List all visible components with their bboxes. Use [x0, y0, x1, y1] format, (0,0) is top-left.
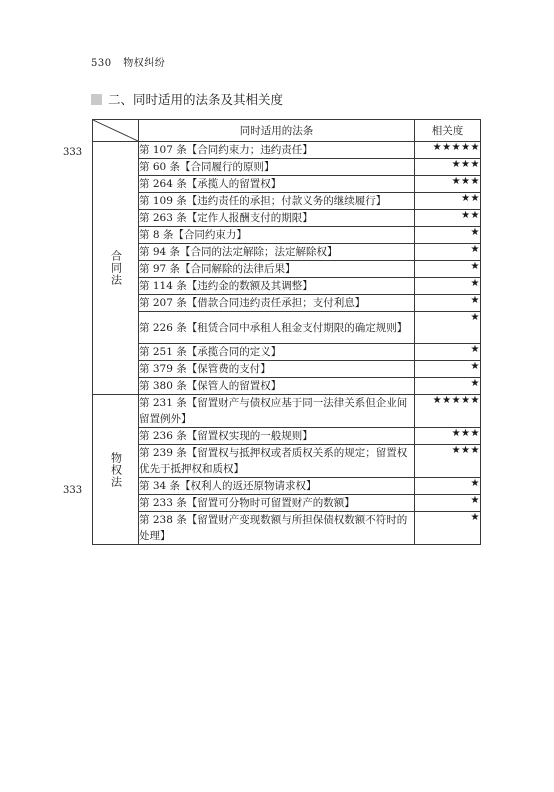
article-cell: 第 97 条【合同解除的法律后果】	[139, 261, 415, 278]
relevance-stars: ★	[415, 261, 481, 278]
section-title-text: 二、同时适用的法条及其相关度	[108, 92, 284, 107]
article-cell: 第 264 条【承揽人的留置权】	[139, 176, 415, 193]
relevance-stars: ★★	[415, 210, 481, 227]
articles-table	[92, 119, 481, 545]
relevance-stars: ★★★	[415, 445, 481, 478]
article-cell: 第 380 条【保管人的留置权】	[139, 378, 415, 395]
relevance-stars: ★	[415, 361, 481, 378]
relevance-stars: ★	[415, 312, 481, 344]
relevance-stars: ★★	[415, 193, 481, 210]
header-relevance: 相关度	[415, 120, 481, 142]
table-row	[93, 361, 481, 378]
table-row	[93, 159, 481, 176]
margin-marker: 333	[63, 485, 83, 496]
relevance-stars: ★★★★★	[415, 395, 481, 428]
article-cell: 第 94 条【合同的法定解除；法定解除权】	[139, 244, 415, 261]
table-row	[93, 176, 481, 193]
relevance-stars: ★	[415, 344, 481, 361]
law-name: 物权法	[109, 451, 123, 488]
article-cell: 第 236 条【留置权实现的一般规则】	[139, 428, 415, 445]
relevance-stars: ★	[415, 278, 481, 295]
relevance-stars: ★★★★★	[415, 142, 481, 159]
article-cell: 第 207 条【借款合同违约责任承担；支付利息】	[139, 295, 415, 312]
relevance-stars: ★	[415, 244, 481, 261]
article-cell: 第 114 条【违约金的数额及其调整】	[139, 278, 415, 295]
table-row	[93, 478, 481, 495]
table-row	[93, 227, 481, 244]
book-title: 物权纠纷	[123, 58, 166, 69]
page-number: 530	[91, 58, 112, 69]
relevance-stars: ★	[415, 495, 481, 512]
table-row	[93, 244, 481, 261]
relevance-stars: ★	[415, 295, 481, 312]
header-articles: 同时适用的法条	[139, 120, 415, 142]
running-head	[91, 54, 165, 69]
law-name-cell	[93, 142, 139, 395]
table-header-row	[93, 120, 481, 142]
table-row	[93, 445, 481, 478]
article-cell: 第 379 条【保管费的支付】	[139, 361, 415, 378]
relevance-stars: ★	[415, 478, 481, 495]
article-cell: 第 238 条【留置财产变现数额与所担保债权数额不符时的处理】	[139, 512, 415, 545]
article-cell: 第 60 条【合同履行的原则】	[139, 159, 415, 176]
table-row	[93, 295, 481, 312]
law-name-cell	[93, 395, 139, 545]
article-cell: 第 8 条【合同约束力】	[139, 227, 415, 244]
diagonal-header-cell	[93, 120, 139, 142]
table-row	[93, 344, 481, 361]
article-cell: 第 231 条【留置财产与债权应基于同一法律关系但企业间留置例外】	[139, 395, 415, 428]
relevance-stars: ★	[415, 378, 481, 395]
article-cell: 第 107 条【合同约束力；违约责任】	[139, 142, 415, 159]
table-row	[93, 142, 481, 159]
relevance-stars: ★★★	[415, 176, 481, 193]
table-row	[93, 395, 481, 428]
table-row	[93, 312, 481, 344]
table-row	[93, 378, 481, 395]
article-cell: 第 109 条【违约责任的承担；付款义务的继续履行】	[139, 193, 415, 210]
relevance-stars: ★★★	[415, 159, 481, 176]
section-title	[91, 90, 283, 108]
law-name: 合同法	[109, 250, 123, 286]
article-cell: 第 34 条【权利人的返还原物请求权】	[139, 478, 415, 495]
article-cell: 第 251 条【承揽合同的定义】	[139, 344, 415, 361]
table-row	[93, 193, 481, 210]
relevance-stars: ★	[415, 512, 481, 545]
margin-marker: 333	[63, 147, 83, 158]
article-cell: 第 263 条【定作人报酬支付的期限】	[139, 210, 415, 227]
table-row	[93, 428, 481, 445]
table-row	[93, 512, 481, 545]
table-row	[93, 495, 481, 512]
article-cell: 第 239 条【留置权与抵押权或者质权关系的规定；留置权优先于抵押权和质权】	[139, 445, 415, 478]
table-row	[93, 210, 481, 227]
relevance-stars: ★★★	[415, 428, 481, 445]
relevance-stars: ★	[415, 227, 481, 244]
table-row	[93, 278, 481, 295]
table-row	[93, 261, 481, 278]
diagonal-line	[93, 120, 138, 141]
square-bullet-icon	[91, 94, 102, 105]
article-cell: 第 226 条【租赁合同中承租人租金支付期限的确定规则】	[139, 312, 415, 344]
article-cell: 第 233 条【留置可分物时可留置财产的数额】	[139, 495, 415, 512]
